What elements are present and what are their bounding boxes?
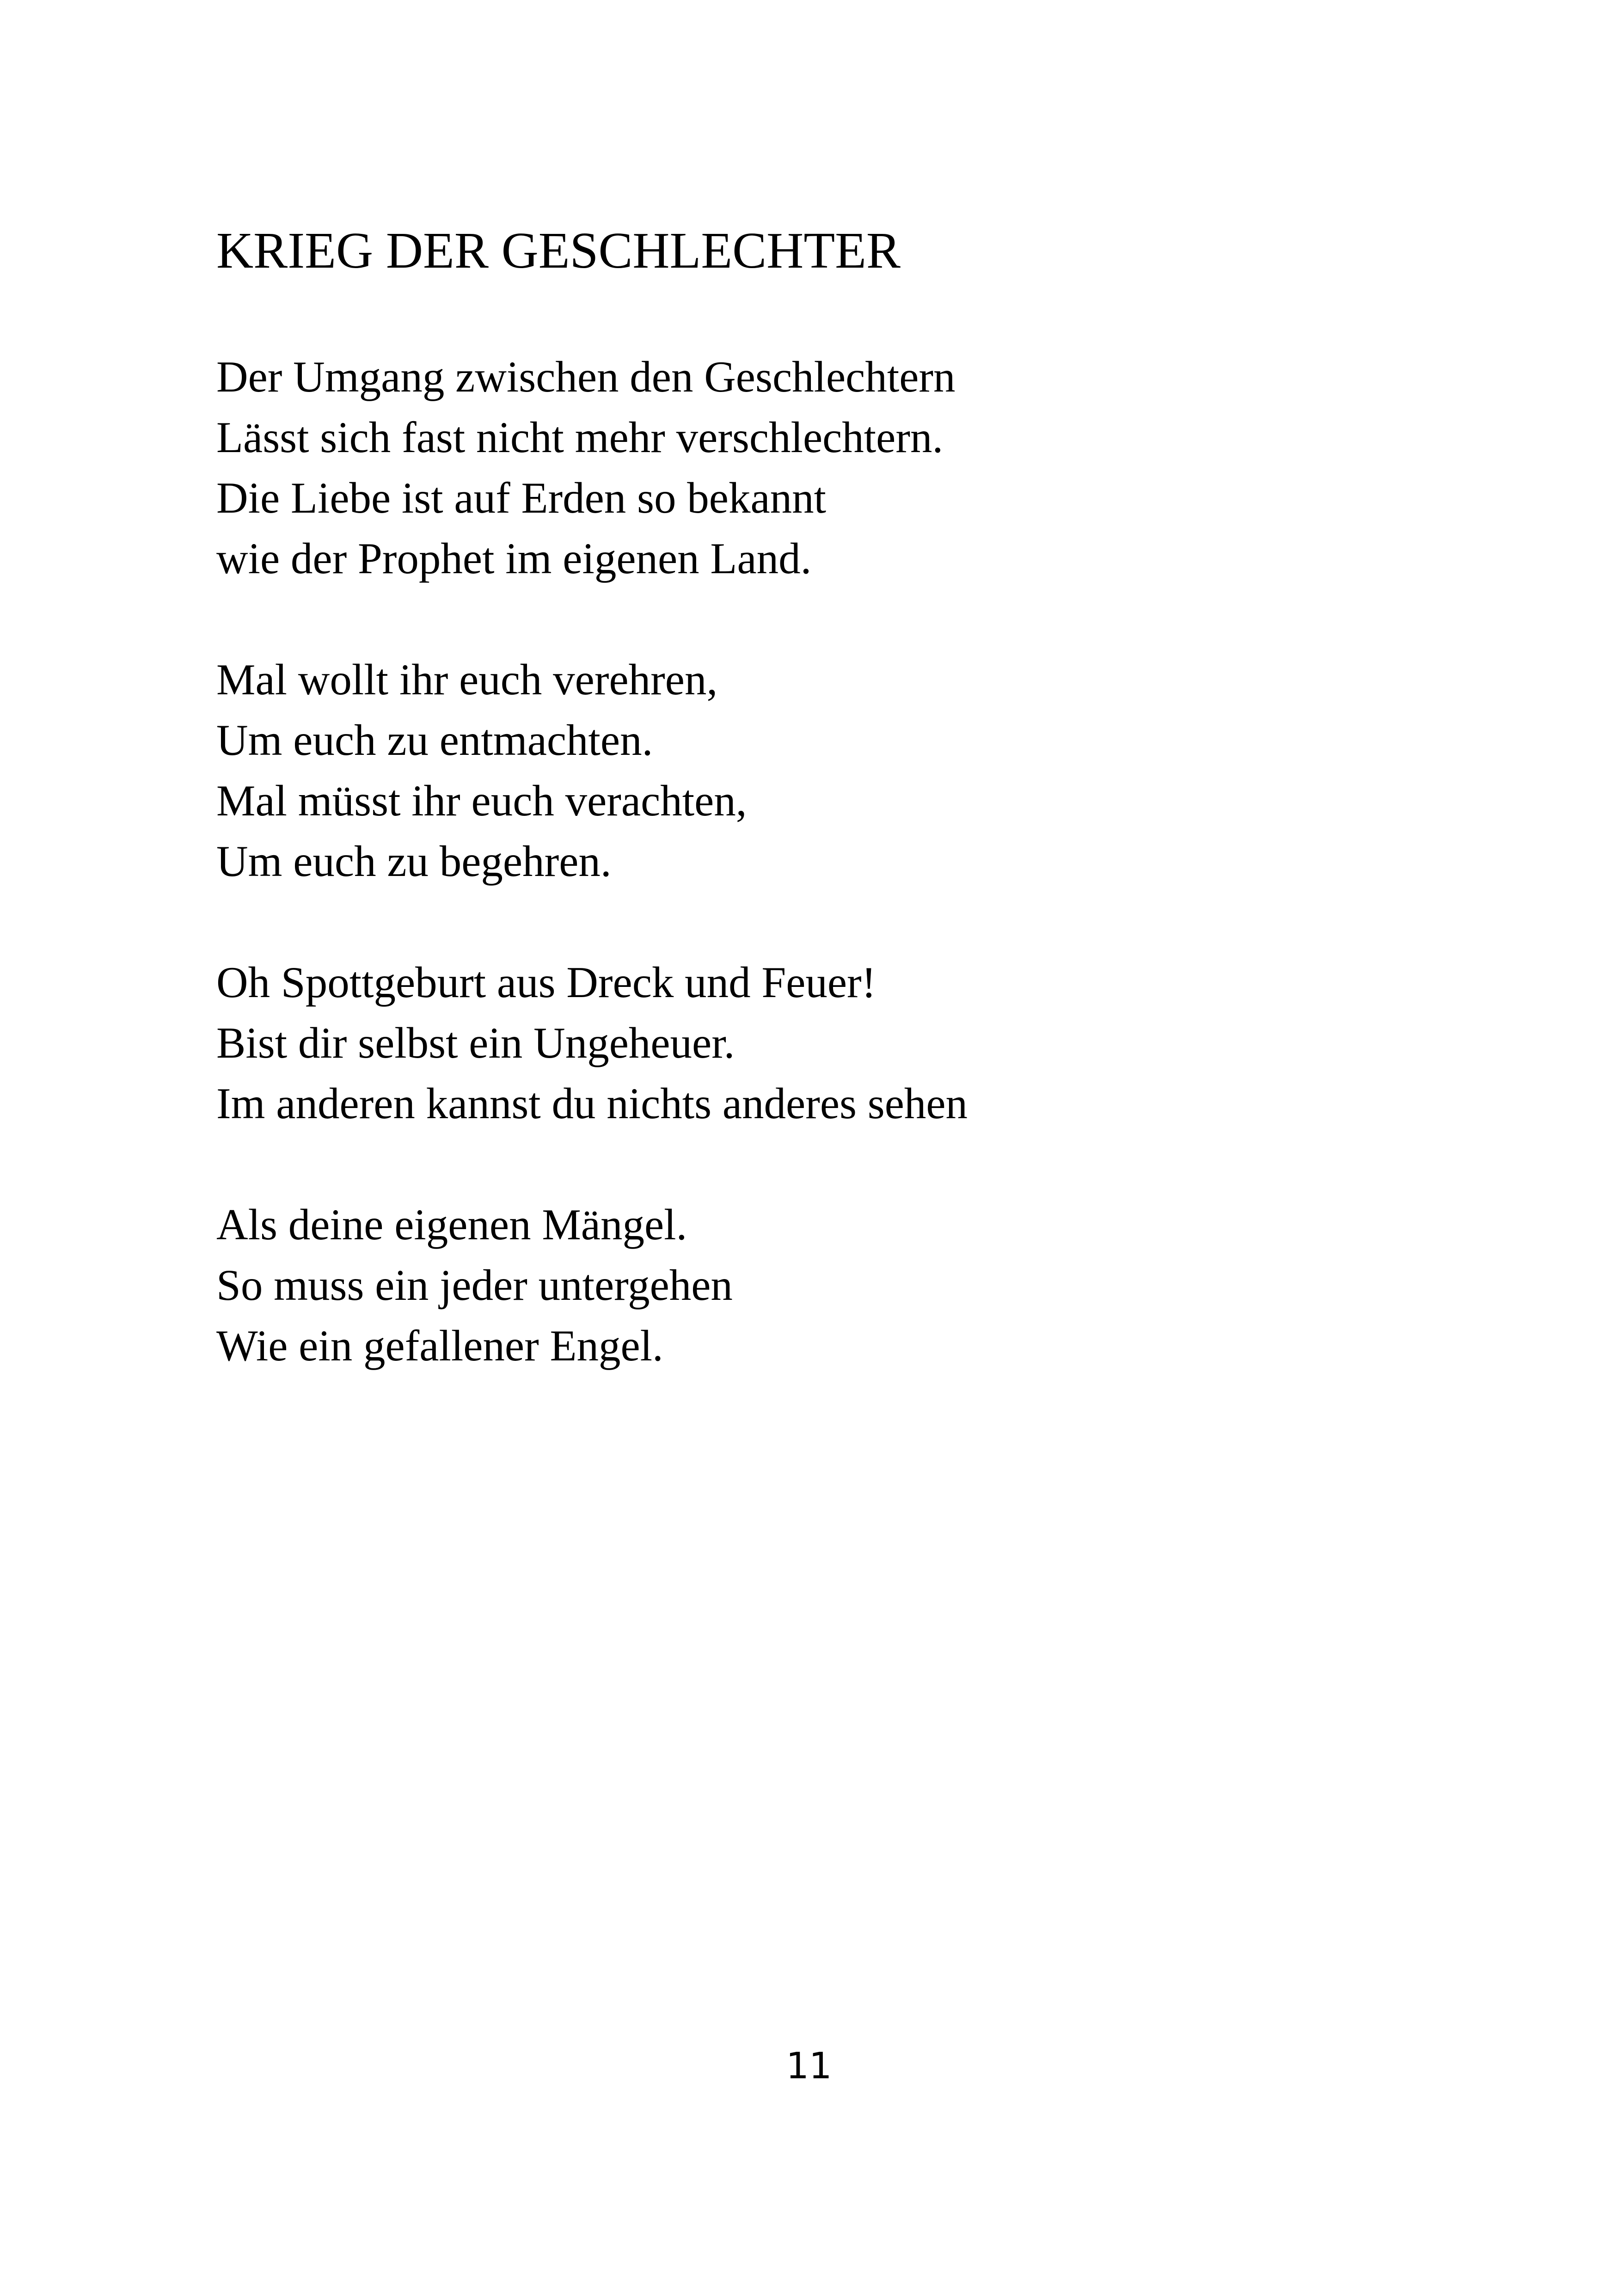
- poem-title: KRIEG DER GESCHLECHTER: [216, 222, 901, 279]
- verse-line: Der Umgang zwischen den Geschlechtern: [216, 352, 956, 401]
- verse-line: Mal müsst ihr euch verachten,: [216, 776, 747, 825]
- verse-line: Als deine eigenen Mängel.: [216, 1200, 687, 1249]
- verse-line: So muss ein jeder untergehen: [216, 1261, 733, 1310]
- verse-line: Um euch zu entmachten.: [216, 716, 653, 765]
- verse-line: Mal wollt ihr euch verehren,: [216, 655, 718, 704]
- verse-line: Um euch zu begehren.: [216, 837, 612, 886]
- verse-line: wie der Prophet im eigenen Land.: [216, 534, 812, 583]
- stanza-4: [216, 1194, 1511, 1376]
- poem-body: [216, 347, 1511, 1376]
- verse-line: Wie ein gefallener Engel.: [216, 1321, 663, 1370]
- stanza-3: [216, 952, 1511, 1134]
- page-number: 11: [786, 2045, 832, 2087]
- verse-line: Oh Spottgeburt aus Dreck und Feuer!: [216, 958, 876, 1007]
- verse-line: Bist dir selbst ein Ungeheuer.: [216, 1018, 735, 1067]
- verse-line: Im anderen kannst du nichts anderes sehen: [216, 1079, 968, 1128]
- verse-line: Die Liebe ist auf Erden so bekannt: [216, 473, 827, 522]
- stanza-1: [216, 347, 1511, 589]
- verse-line: Lässt sich fast nicht mehr verschlechtern.: [216, 413, 944, 462]
- stanza-2: [216, 649, 1511, 892]
